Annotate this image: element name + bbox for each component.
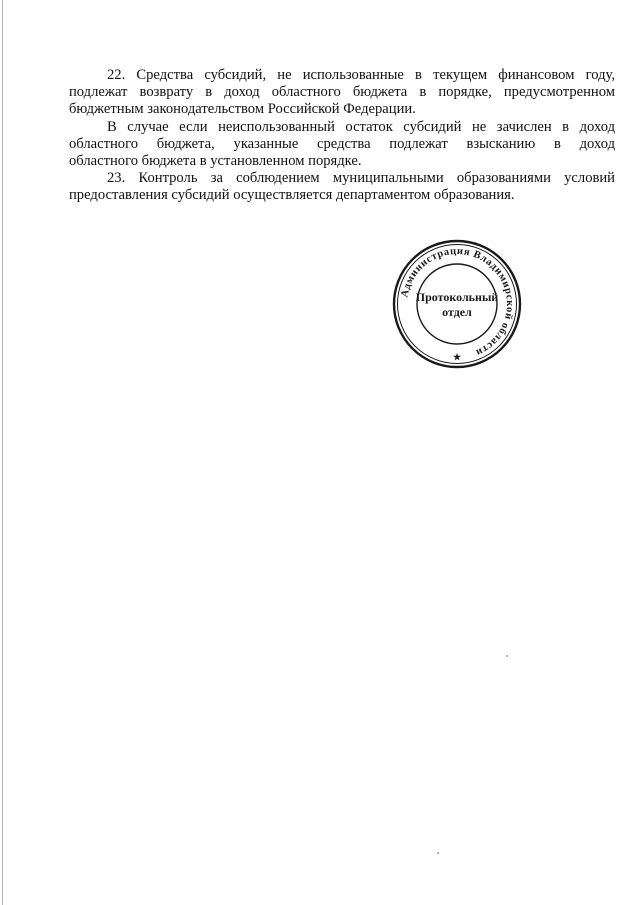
paragraph-line: 23. Контроль за соблюдением муниципальными образованиями условий — [107, 170, 615, 187]
paragraph-line: областного бюджета, указанные средства подлежат взысканию в доход — [69, 135, 615, 152]
seal-graphic — [391, 238, 523, 370]
paragraph-line: В случае если неиспользованный остаток субсидий не зачислен в доход — [107, 118, 615, 135]
scan-edge-line — [2, 0, 3, 905]
scan-speck — [506, 655, 508, 657]
paragraph-line: бюджетным законодательством Российской Федерации. — [69, 101, 416, 118]
paragraph-line: подлежат возврату в доход областного бюджета в порядке, предусмотренном — [69, 84, 615, 101]
paragraph-line: 22. Средства субсидий, не использованные в текущем финансовом году, — [107, 67, 615, 83]
paragraph-line: предоставления субсидий осуществляется департаментом образования. — [69, 187, 515, 204]
seal-center-line-2: отдел — [442, 305, 472, 319]
scan-speck — [437, 852, 439, 854]
paragraph-unremitted-balance — [69, 119, 615, 171]
document-body — [69, 67, 615, 205]
paragraph-line: областного бюджета в установленном порядке. — [69, 153, 362, 170]
seal-ring-text: Администрация Владимирской области — [399, 245, 516, 359]
paragraph-22 — [69, 67, 615, 119]
paragraph-23 — [69, 170, 615, 204]
seal-star-icon: ★ — [452, 352, 462, 362]
seal-center-line-1: Протокольный — [415, 290, 499, 304]
official-seal-stamp — [391, 238, 523, 370]
